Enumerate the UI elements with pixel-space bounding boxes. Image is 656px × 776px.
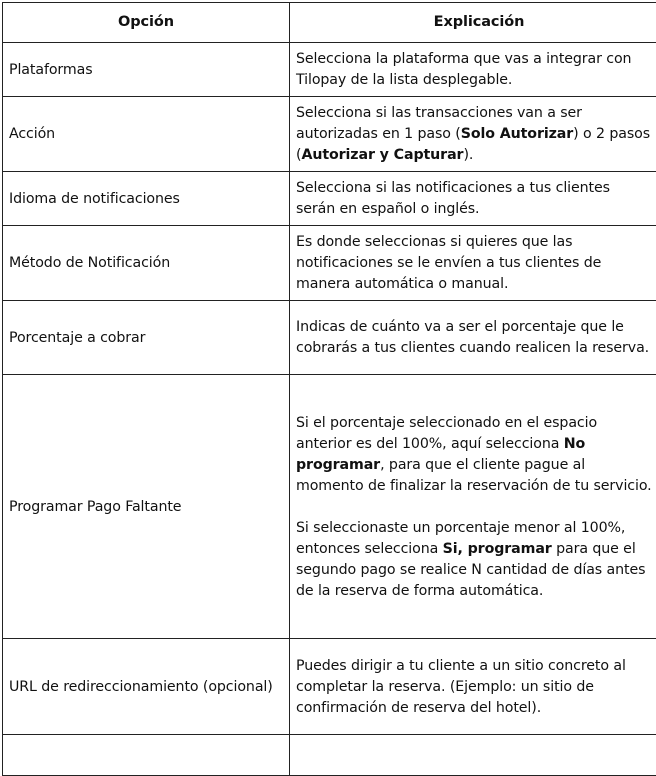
explanation-cell: Si el porcentaje seleccionado en el espacio anterior es del 100%, aquí selecciona No programar, para que el cliente pague al momento de finalizar la reservación de tu servicio. Si seleccionaste un porcentaje menor al 100%, entonces selecciona Si, programar para que el segundo pago se realice N cantidad de días antes de la reserva de forma automática. — [290, 375, 656, 639]
option-cell: Acción — [3, 97, 290, 172]
explanation-cell: Puedes dirigir a tu cliente a un sitio concreto al completar la reserva. (Ejemplo: un sitio de confirmación de reserva del hotel). — [290, 639, 656, 735]
table-row — [3, 375, 656, 639]
header-option: Opción — [3, 3, 290, 43]
table-row — [3, 97, 656, 172]
explanation-cell — [290, 735, 656, 776]
explanation-cell: Es donde seleccionas si quieres que las notificaciones se le envíen a tus clientes de manera automática o manual. — [290, 226, 656, 301]
option-cell: Plataformas — [3, 43, 290, 97]
explanation-cell: Indicas de cuánto va a ser el porcentaje que le cobrarás a tus clientes cuando realicen la reserva. — [290, 301, 656, 375]
header-explanation: Explicación — [290, 3, 656, 43]
table-row — [3, 172, 656, 226]
table-row — [3, 639, 656, 735]
option-cell: URL de redireccionamiento (opcional) — [3, 639, 290, 735]
option-cell: Método de Notificación — [3, 226, 290, 301]
explanation-cell: Selecciona si las transacciones van a ser autorizadas en 1 paso (Solo Autorizar) o 2 pasos (Autorizar y Capturar). — [290, 97, 656, 172]
table-row — [3, 226, 656, 301]
option-cell: Programar Pago Faltante — [3, 375, 290, 639]
option-cell: Porcentaje a cobrar — [3, 301, 290, 375]
table-row — [3, 735, 656, 776]
table-header-row — [3, 3, 656, 43]
table-row — [3, 301, 656, 375]
explanation-cell: Selecciona si las notificaciones a tus clientes serán en español o inglés. — [290, 172, 656, 226]
option-cell: Idioma de notificaciones — [3, 172, 290, 226]
option-cell — [3, 735, 290, 776]
table-row — [3, 43, 656, 97]
options-table — [2, 2, 656, 776]
explanation-cell: Selecciona la plataforma que vas a integrar con Tilopay de la lista desplegable. — [290, 43, 656, 97]
